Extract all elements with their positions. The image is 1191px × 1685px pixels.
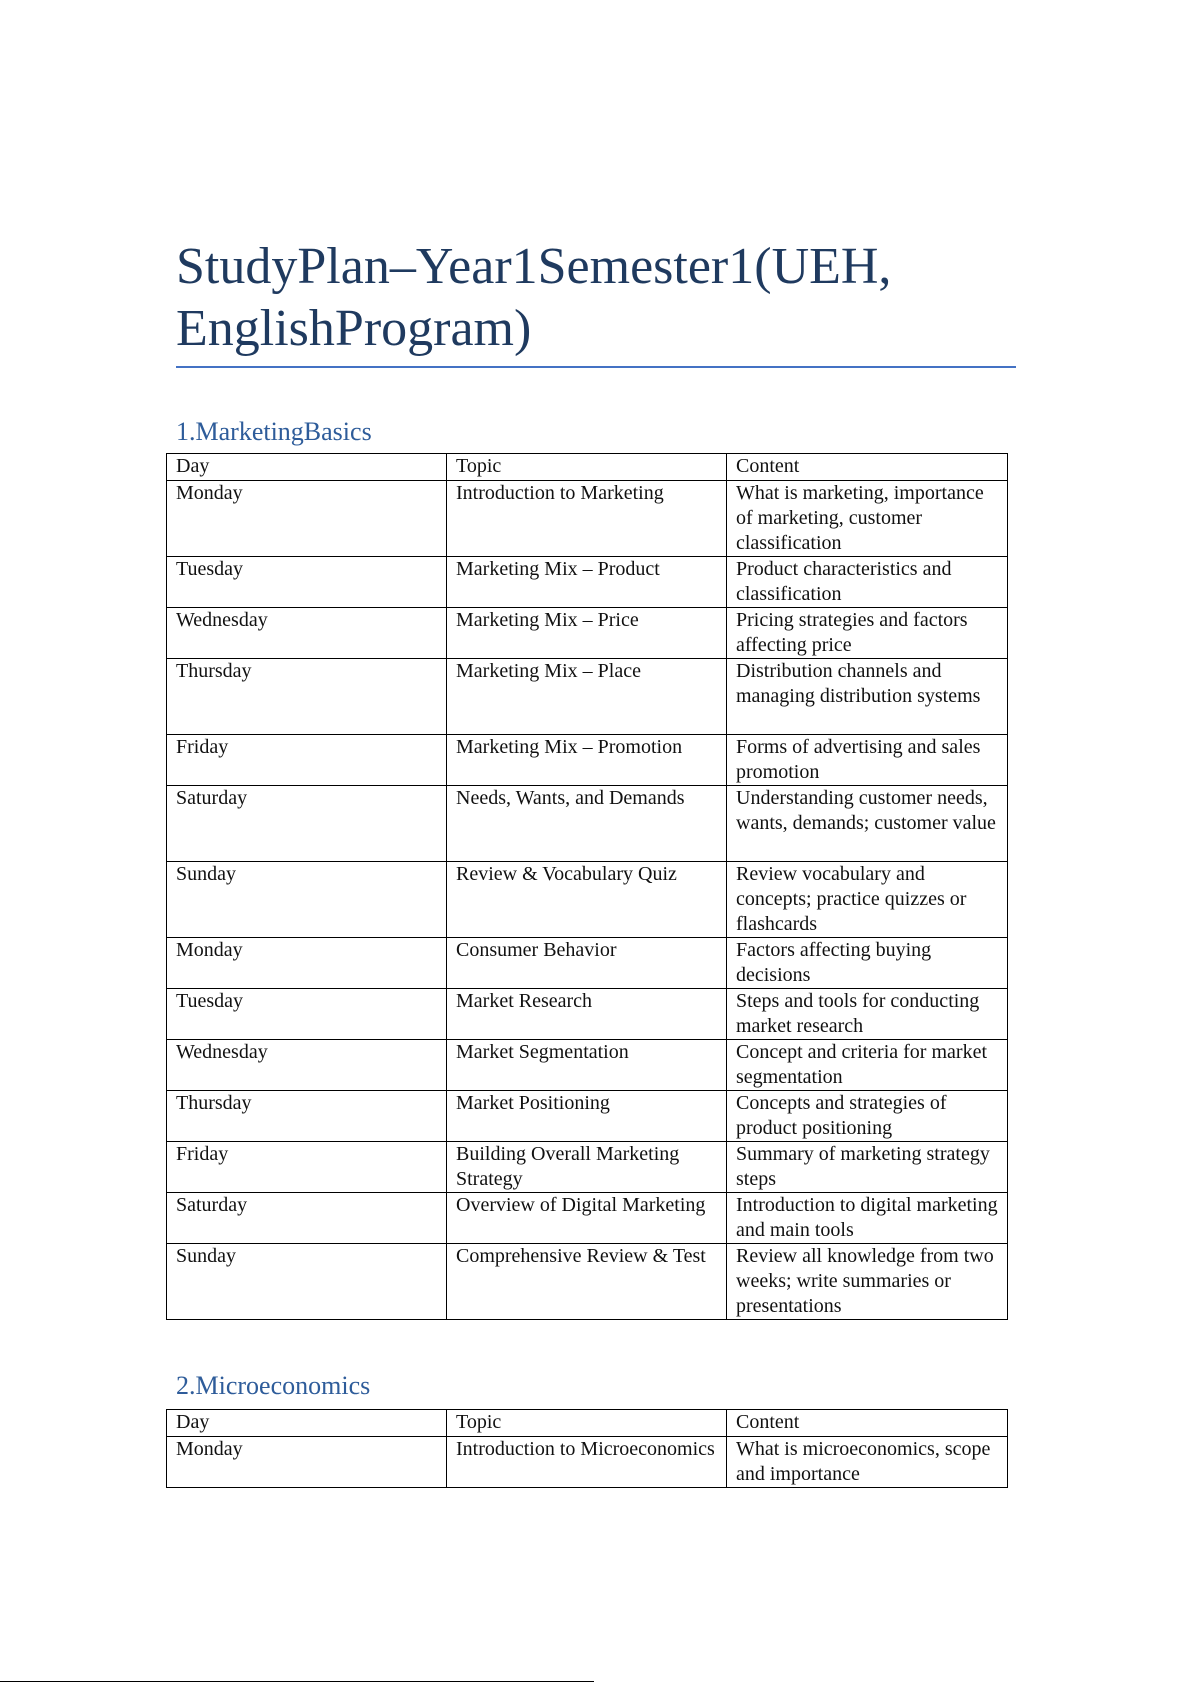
cell-content: Forms of advertising and sales promotion: [727, 735, 1008, 786]
cell-content: What is marketing, importance of marketing, customer classification: [727, 481, 1008, 557]
cell-day: Wednesday: [167, 608, 447, 659]
cell-topic: Building Overall Marketing Strategy: [447, 1142, 727, 1193]
cell-content: Distribution channels and managing distribution systems: [727, 659, 1008, 735]
cell-topic: Consumer Behavior: [447, 938, 727, 989]
cell-content: Review vocabulary and concepts; practice quizzes or flashcards: [727, 862, 1008, 938]
cell-day: Wednesday: [167, 1040, 447, 1091]
table-header-row: [167, 454, 1008, 481]
cell-topic: Market Research: [447, 989, 727, 1040]
table-row: [167, 659, 1008, 735]
table-row: [167, 1437, 1008, 1488]
cell-day: Tuesday: [167, 989, 447, 1040]
column-header-content: Content: [727, 1410, 1008, 1437]
cell-day: Sunday: [167, 1244, 447, 1320]
title-underline: [176, 366, 1016, 368]
cell-day: Thursday: [167, 659, 447, 735]
cell-content: Summary of marketing strategy steps: [727, 1142, 1008, 1193]
cell-day: Monday: [167, 1437, 447, 1488]
cell-day: Sunday: [167, 862, 447, 938]
page-bottom-rule: [0, 1681, 594, 1682]
column-header-day: Day: [167, 1410, 447, 1437]
table-row: [167, 1193, 1008, 1244]
cell-topic: Marketing Mix – Place: [447, 659, 727, 735]
cell-day: Saturday: [167, 786, 447, 862]
cell-topic: Comprehensive Review & Test: [447, 1244, 727, 1320]
cell-content: Factors affecting buying decisions: [727, 938, 1008, 989]
table-row: [167, 1091, 1008, 1142]
cell-content: Introduction to digital marketing and main tools: [727, 1193, 1008, 1244]
table-row: [167, 735, 1008, 786]
cell-topic: Review & Vocabulary Quiz: [447, 862, 727, 938]
table-row: [167, 862, 1008, 938]
cell-content: Pricing strategies and factors affecting price: [727, 608, 1008, 659]
cell-content: Steps and tools for conducting market research: [727, 989, 1008, 1040]
cell-topic: Market Segmentation: [447, 1040, 727, 1091]
cell-topic: Marketing Mix – Promotion: [447, 735, 727, 786]
table-row: [167, 786, 1008, 862]
column-header-day: Day: [167, 454, 447, 481]
cell-day: Friday: [167, 1142, 447, 1193]
document-title: StudyPlan–Year1Semester1(UEH, EnglishProgram): [176, 238, 892, 357]
table-row: [167, 989, 1008, 1040]
table-row: [167, 938, 1008, 989]
section-heading-microeconomics: 2.Microeconomics: [176, 1371, 371, 1400]
cell-content: Concept and criteria for market segmentation: [727, 1040, 1008, 1091]
table-header-row: [167, 1410, 1008, 1437]
cell-day: Thursday: [167, 1091, 447, 1142]
table-row: [167, 608, 1008, 659]
cell-topic: Overview of Digital Marketing: [447, 1193, 727, 1244]
column-header-content: Content: [727, 454, 1008, 481]
cell-topic: Needs, Wants, and Demands: [447, 786, 727, 862]
table-row: [167, 1040, 1008, 1091]
table-row: [167, 557, 1008, 608]
cell-day: Saturday: [167, 1193, 447, 1244]
section-heading-marketing-basics: 1.MarketingBasics: [176, 417, 372, 446]
cell-topic: Marketing Mix – Product: [447, 557, 727, 608]
table-row: [167, 1142, 1008, 1193]
column-header-topic: Topic: [447, 1410, 727, 1437]
cell-topic: Market Positioning: [447, 1091, 727, 1142]
cell-topic: Introduction to Marketing: [447, 481, 727, 557]
cell-content: Understanding customer needs, wants, demands; customer value: [727, 786, 1008, 862]
cell-content: What is microeconomics, scope and importance: [727, 1437, 1008, 1488]
cell-content: Concepts and strategies of product positioning: [727, 1091, 1008, 1142]
cell-content: Product characteristics and classification: [727, 557, 1008, 608]
table-row: [167, 481, 1008, 557]
cell-content: Review all knowledge from two weeks; write summaries or presentations: [727, 1244, 1008, 1320]
table-row: [167, 1244, 1008, 1320]
marketing-basics-table: [166, 453, 1008, 1320]
column-header-topic: Topic: [447, 454, 727, 481]
microeconomics-table: [166, 1409, 1008, 1488]
cell-topic: Marketing Mix – Price: [447, 608, 727, 659]
cell-day: Friday: [167, 735, 447, 786]
cell-day: Monday: [167, 481, 447, 557]
cell-day: Tuesday: [167, 557, 447, 608]
cell-topic: Introduction to Microeconomics: [447, 1437, 727, 1488]
cell-day: Monday: [167, 938, 447, 989]
